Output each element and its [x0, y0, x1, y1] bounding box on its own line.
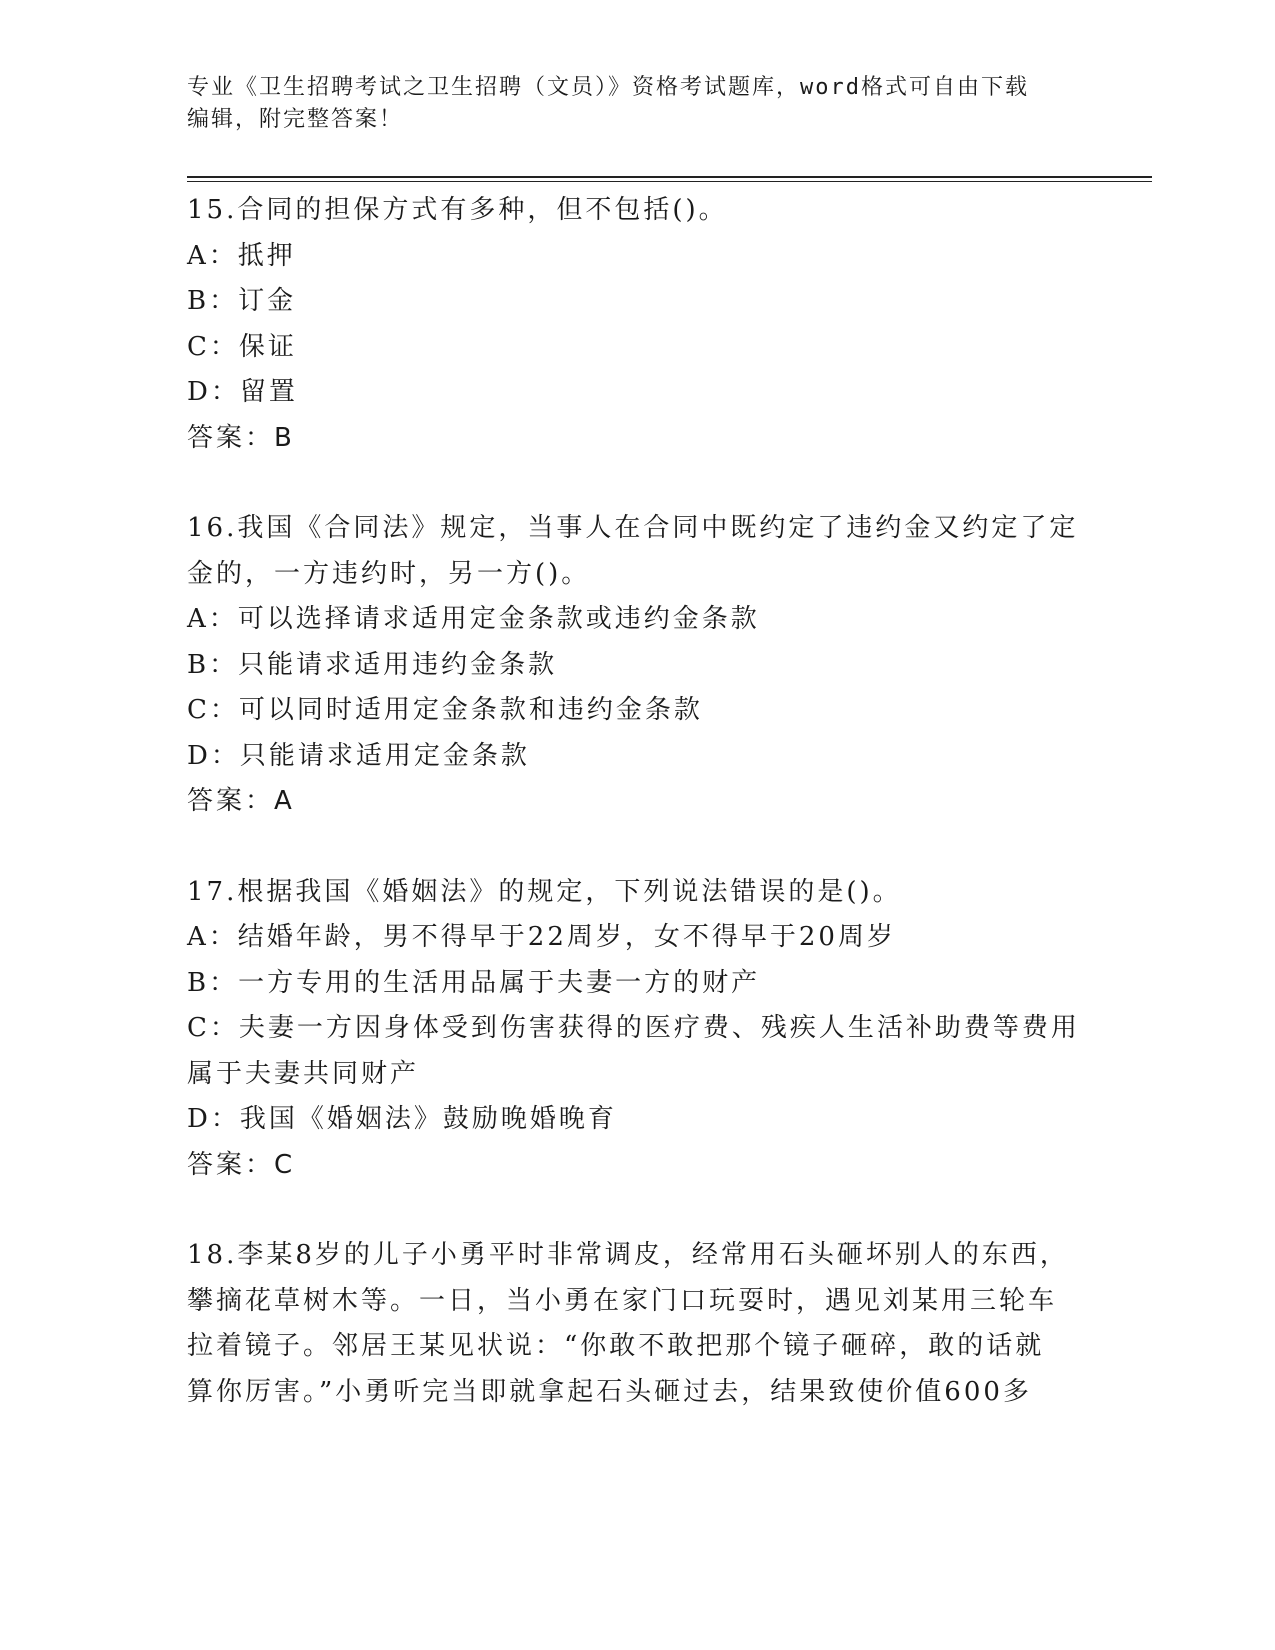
spacer — [187, 825, 1087, 870]
header-divider-thick — [187, 176, 1152, 178]
option-c: C：可以同时适用定金条款和违约金条款 — [187, 695, 703, 725]
question-16 — [187, 506, 1087, 825]
spacer — [187, 1188, 1087, 1233]
question-stem: 17.根据我国《婚姻法》的规定，下列说法错误的是()。 — [187, 876, 902, 907]
question-stem: 18.李某8岁的儿子小勇平时非常调皮，经常用石头砸坏别人的东西， — [187, 1240, 1069, 1270]
answer-line: 答案：C — [187, 1149, 296, 1180]
option-d: D：留置 — [187, 377, 298, 407]
option-d: D：我国《婚姻法》鼓励晚婚晚育 — [187, 1104, 617, 1134]
question-stem-cont: 攀摘花草树木等。一日，当小勇在家门口玩耍时，遇见刘某用三轮车 — [187, 1285, 1058, 1316]
question-stem-cont: 金的，一方违约时，另一方()。 — [187, 558, 591, 589]
option-a: A：结婚年龄，男不得早于22周岁，女不得早于20周岁 — [187, 922, 896, 952]
question-stem-cont: 算你厉害。”小勇听完当即就拿起石头砸过去，结果致使价值600多 — [187, 1376, 1032, 1407]
answer-line: 答案：B — [187, 422, 295, 453]
header-line-2: 编辑，附完整答案！ — [187, 107, 404, 132]
option-a: A：抵押 — [187, 240, 296, 271]
document-header — [187, 72, 1077, 136]
option-b: B：订金 — [187, 286, 297, 316]
option-d: D：只能请求适用定金条款 — [187, 740, 530, 771]
option-b: B：一方专用的生活用品属于夫妻一方的财产 — [187, 967, 761, 998]
question-15 — [187, 188, 1087, 461]
answer-line: 答案：A — [187, 786, 295, 816]
question-stem: 15.合同的担保方式有多种，但不包括()。 — [187, 195, 728, 225]
question-17 — [187, 870, 1087, 1189]
option-a: A：可以选择请求适用定金条款或违约金条款 — [187, 604, 760, 634]
header-divider-thin — [187, 181, 1152, 182]
option-b: B：只能请求适用违约金条款 — [187, 649, 558, 680]
question-18 — [187, 1233, 1087, 1415]
question-stem: 16.我国《合同法》规定，当事人在合同中既约定了违约金又约定了定 — [187, 513, 1079, 543]
header-line-1: 专业《卫生招聘考试之卫生招聘（文员）》资格考试题库，word格式可自由下载 — [187, 75, 1029, 100]
option-c: C：夫妻一方因身体受到伤害获得的医疗费、残疾人生活补助费等费用 — [187, 1013, 1080, 1043]
spacer — [187, 461, 1087, 506]
option-c: C：保证 — [187, 331, 297, 362]
option-c-cont: 属于夫妻共同财产 — [187, 1058, 420, 1089]
question-list — [187, 188, 1087, 1415]
question-stem-cont: 拉着镜子。邻居王某见状说：“你敢不敢把那个镜子砸碎，敢的话就 — [187, 1331, 1045, 1361]
